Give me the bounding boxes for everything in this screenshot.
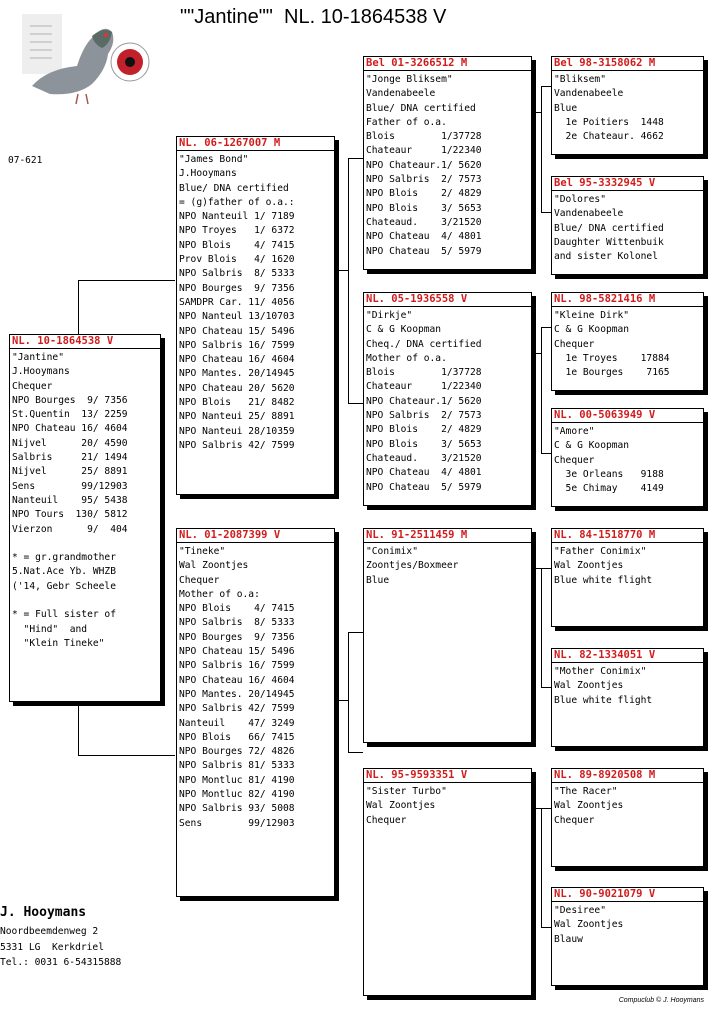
detail-line: NPO Chateau 20/ 5620 — [179, 382, 295, 394]
detail-line: Blauw — [554, 933, 583, 945]
detail-line: Nanteuil 47/ 3249 — [179, 717, 295, 729]
detail-line: NPO Salbris 16/ 7599 — [179, 339, 295, 351]
detail-line: Wal Zoontjes — [554, 919, 624, 931]
connector-line — [348, 158, 349, 270]
detail-line: Daughter Wittenbuik — [554, 236, 664, 248]
detail-line: 1e Troyes 17884 — [554, 352, 670, 364]
detail-line: NPO Chateau 4/ 4801 — [366, 231, 482, 243]
detail-line: "The Racer" — [554, 786, 618, 797]
detail-line: NPO Salbris 16/ 7599 — [179, 660, 295, 672]
pedigree-box-sire-sire — [363, 56, 532, 270]
detail-line — [12, 537, 160, 551]
connector-line — [348, 403, 363, 404]
detail-line: NPO Blois 3/ 5653 — [366, 438, 482, 450]
detail-line: Vandenabeele — [366, 88, 436, 100]
detail-line: NPO Chateau 15/ 5496 — [179, 325, 295, 337]
connector-line — [348, 752, 363, 753]
pedigree-details — [10, 349, 160, 651]
ring-number: Bel 01-3266512 M — [364, 57, 531, 71]
detail-line: Mother of o.a. — [366, 352, 447, 364]
connector-line — [541, 568, 542, 688]
detail-line: Chequer — [554, 454, 595, 466]
detail-line: NPO Salbris 42/ 7599 — [179, 703, 295, 715]
detail-line: NPO Mantes. 20/14945 — [179, 688, 295, 700]
pedigree-details — [552, 663, 703, 708]
detail-line: Chequer — [179, 574, 220, 586]
ring-number: NL. 82-1334051 V — [552, 649, 703, 663]
connector-line — [335, 700, 349, 701]
connector-line — [541, 212, 551, 213]
detail-line: Vandenabeele — [554, 88, 624, 100]
detail-line: "Father Conimix" — [554, 546, 647, 557]
detail-line: NPO Nanteuil 1/ 7189 — [179, 211, 295, 223]
detail-line: Chequer — [554, 338, 595, 350]
detail-line: "Tineke" — [179, 546, 226, 557]
detail-line: NPO Salbris 42/ 7599 — [179, 439, 295, 451]
pedigree-details — [552, 783, 703, 828]
pedigree-details — [552, 902, 703, 947]
detail-line: "Hind" and — [12, 623, 88, 635]
detail-line: Blue/ DNA certified — [366, 102, 476, 114]
detail-line: Blois 1/37728 — [366, 367, 482, 379]
detail-line: "Desiree" — [554, 905, 606, 916]
detail-line: Chequer — [554, 814, 595, 826]
connector-line — [541, 86, 542, 213]
pedigree-box-sss — [551, 56, 704, 155]
detail-line: NPO Chateaur.1/ 5620 — [366, 395, 482, 407]
detail-line: "Bliksem" — [554, 74, 606, 85]
pigeon-code: 07-621 — [8, 155, 43, 166]
connector-line — [348, 632, 363, 633]
owner-city: 5331 LG Kerkdriel — [0, 941, 104, 953]
detail-line: "Jonge Bliksem" — [366, 74, 453, 85]
detail-line: NPO Chateau 15/ 5496 — [179, 646, 295, 658]
detail-line: 2e Chateaur. 4662 — [554, 131, 664, 143]
pedigree-details — [552, 543, 703, 588]
detail-line: 1e Bourges 7165 — [554, 367, 670, 379]
ring-number: NL. 01-2087399 V — [177, 529, 334, 543]
pedigree-box-dss — [551, 528, 704, 627]
detail-line: NPO Salbris 93/ 5008 — [179, 803, 295, 815]
connector-line — [541, 568, 551, 569]
detail-line: NPO Blois 21/ 8482 — [179, 397, 295, 409]
detail-line: Blue white flight — [554, 694, 653, 706]
connector-line — [348, 270, 349, 404]
detail-line: NPO Tours 130/ 5812 — [12, 509, 128, 521]
pedigree-details — [552, 191, 703, 264]
detail-line: ('14, Gebr Scheele — [12, 580, 116, 592]
detail-line: Mother of o.a: — [179, 588, 260, 600]
owner-address: Noordbeemdenweg 2 — [0, 926, 99, 937]
detail-line: NPO Salbris 2/ 7573 — [366, 410, 482, 422]
pedigree-details — [364, 783, 531, 828]
detail-line: NPO Chateau 16/ 4604 — [12, 423, 128, 435]
pedigree-box-sire-dam — [363, 292, 532, 506]
detail-line: * = gr.grandmother — [12, 552, 116, 564]
detail-line: Nanteuil 95/ 5438 — [12, 494, 128, 506]
ring-number: Bel 98-3158062 M — [552, 57, 703, 71]
pedigree-details — [364, 543, 531, 588]
detail-line: Chateaur 1/22340 — [366, 381, 482, 393]
detail-line: NPO Chateau 16/ 4604 — [179, 354, 295, 366]
detail-line: Chateaud. 3/21520 — [366, 216, 482, 228]
detail-line: NPO Nanteui 28/10359 — [179, 425, 295, 437]
pedigree-details — [177, 151, 334, 453]
detail-line: "Conimix" — [366, 546, 418, 557]
detail-line: Prov Blois 4/ 1620 — [179, 254, 295, 266]
detail-line: 5.Nat.Ace Yb. WHZB — [12, 566, 116, 578]
detail-line: "Dolores" — [554, 194, 606, 205]
ring-number: NL. 90-9021079 V — [552, 888, 703, 902]
detail-line: NPO Montluc 82/ 4190 — [179, 789, 295, 801]
detail-line: NPO Salbris 81/ 5333 — [179, 760, 295, 772]
detail-line: C & G Koopman — [554, 440, 630, 452]
detail-line: Vandenabeele — [554, 208, 624, 220]
detail-line: 1e Poitiers 1448 — [554, 116, 664, 128]
detail-line: Wal Zoontjes — [554, 680, 624, 692]
detail-line: Cheq./ DNA certified — [366, 338, 482, 350]
detail-line: "James Bond" — [179, 154, 249, 165]
connector-line — [541, 327, 542, 454]
detail-line: C & G Koopman — [366, 324, 442, 336]
ring-number: NL. 05-1936558 V — [364, 293, 531, 307]
connector-line — [78, 755, 175, 756]
detail-line: "Sister Turbo" — [366, 786, 447, 797]
detail-line: Blue — [366, 574, 390, 586]
detail-line: NPO Troyes 1/ 6372 — [179, 225, 295, 237]
detail-line: NPO Bourges 9/ 7356 — [12, 394, 128, 406]
connector-line — [541, 453, 551, 454]
detail-line: NPO Bourges 72/ 4826 — [179, 746, 295, 758]
detail-line: "Klein Tineke" — [12, 637, 105, 649]
detail-line: J.Hooymans — [179, 168, 237, 180]
detail-line: Wal Zoontjes — [554, 800, 624, 812]
connector-line — [78, 280, 79, 336]
pedigree-box-ddd — [551, 887, 704, 986]
detail-line: Nijvel 25/ 8891 — [12, 466, 128, 478]
detail-line: NPO Blois 2/ 4829 — [366, 424, 482, 436]
detail-line: NPO Salbris 8/ 5333 — [179, 617, 295, 629]
connector-line — [541, 86, 551, 87]
owner-contact — [0, 924, 121, 971]
pigeon-photo — [22, 14, 172, 109]
detail-line: "Mother Conimix" — [554, 666, 647, 677]
detail-line: NPO Blois 3/ 5653 — [366, 202, 482, 214]
ring-number: NL. 00-5063949 V — [552, 409, 703, 423]
connector-line — [348, 632, 349, 752]
pedigree-box-dam-sire — [363, 528, 532, 743]
detail-line: Chequer — [366, 814, 407, 826]
detail-line: = (g)father of o.a.: — [179, 196, 295, 208]
detail-line: J.Hooymans — [12, 366, 70, 378]
detail-line: NPO Blois 66/ 7415 — [179, 731, 295, 743]
detail-line: Blue — [554, 102, 578, 114]
page-title: ""Jantine"" NL. 10-1864538 V — [180, 6, 447, 28]
connector-line — [541, 808, 542, 928]
detail-line: NPO Salbris 8/ 5333 — [179, 268, 295, 280]
detail-line: Wal Zoontjes — [554, 560, 624, 572]
detail-line: NPO Chateau 4/ 4801 — [366, 467, 482, 479]
ring-number: Bel 95-3332945 V — [552, 177, 703, 191]
detail-line: NPO Nanteul 13/10703 — [179, 311, 295, 323]
detail-line: "Dirkje" — [366, 310, 413, 321]
detail-line: NPO Bourges 9/ 7356 — [179, 631, 295, 643]
copyright-credit: Compuclub © J. Hooymans — [618, 997, 704, 1004]
pedigree-details — [177, 543, 334, 831]
detail-line: Chateaur 1/22340 — [366, 145, 482, 157]
detail-line: NPO Chateau 16/ 4604 — [179, 674, 295, 686]
detail-line: NPO Mantes. 20/14945 — [179, 368, 295, 380]
eye-photo-icon — [110, 40, 150, 84]
ring-number: NL. 06-1267007 M — [177, 137, 334, 151]
ring-number: NL. 10-1864538 V — [10, 335, 160, 349]
detail-line: Wal Zoontjes — [179, 560, 249, 572]
pedigree-details — [552, 307, 703, 380]
pedigree-box-dds — [551, 768, 704, 867]
ring-number: NL. 84-1518770 M — [552, 529, 703, 543]
ring-number: NL. 98-5821416 M — [552, 293, 703, 307]
ring-number: NL. 91-2511459 M — [364, 529, 531, 543]
detail-line: Blois 1/37728 — [366, 131, 482, 143]
detail-line: and sister Kolonel — [554, 251, 658, 263]
pedigree-box-dsd — [551, 648, 704, 747]
detail-line: 3e Orleans 9188 — [554, 468, 664, 480]
detail-line: "Amore" — [554, 426, 595, 437]
pedigree-box-sds — [551, 292, 704, 391]
detail-line: NPO Blois 4/ 7415 — [179, 239, 295, 251]
pedigree-box-sire — [176, 136, 335, 495]
detail-line: NPO Salbris 2/ 7573 — [366, 174, 482, 186]
connector-line — [348, 158, 363, 159]
owner-name: J. Hooymans — [0, 905, 87, 920]
connector-line — [78, 701, 79, 756]
detail-line: Blue/ DNA certified — [554, 222, 664, 234]
pedigree-box-sdd — [551, 408, 704, 507]
connector-line — [541, 327, 551, 328]
detail-line: Blue/ DNA certified — [179, 182, 289, 194]
detail-line: "Kleine Dirk" — [554, 310, 630, 321]
detail-line: NPO Montluc 81/ 4190 — [179, 774, 295, 786]
detail-line — [12, 594, 160, 608]
ring-number: NL. 95-9593351 V — [364, 769, 531, 783]
detail-line: NPO Nanteui 25/ 8891 — [179, 411, 295, 423]
detail-line: Salbris 21/ 1494 — [12, 452, 128, 464]
detail-line: NPO Blois 2/ 4829 — [366, 188, 482, 200]
pedigree-details — [552, 423, 703, 496]
detail-line: Chequer — [12, 380, 53, 392]
detail-line: NPO Blois 4/ 7415 — [179, 603, 295, 615]
connector-line — [78, 280, 175, 281]
detail-line: NPO Chateaur.1/ 5620 — [366, 159, 482, 171]
pedigree-box-dam — [176, 528, 335, 897]
connector-line — [541, 687, 551, 688]
detail-line: Blue white flight — [554, 574, 653, 586]
owner-phone: Tel.: 0031 6-54315888 — [0, 957, 122, 968]
pedigree-box-subject — [9, 334, 161, 702]
detail-line: 5e Chimay 4149 — [554, 483, 664, 495]
pedigree-details — [364, 71, 531, 259]
detail-line: Father of o.a. — [366, 116, 447, 128]
detail-line: NPO Chateau 5/ 5979 — [366, 481, 482, 493]
pedigree-box-ssd — [551, 176, 704, 275]
detail-line: Zoontjes/Boxmeer — [366, 560, 459, 572]
detail-line: * = Full sister of — [12, 609, 116, 621]
detail-line: Wal Zoontjes — [366, 800, 436, 812]
detail-line: NPO Bourges 9/ 7356 — [179, 282, 295, 294]
detail-line: Vierzon 9/ 404 — [12, 523, 128, 535]
detail-line: Nijvel 20/ 4590 — [12, 437, 128, 449]
detail-line: "Jantine" — [12, 352, 64, 363]
detail-line: Chateaud. 3/21520 — [366, 452, 482, 464]
connector-line — [541, 927, 551, 928]
pedigree-details — [364, 307, 531, 495]
detail-line: St.Quentin 13/ 2259 — [12, 409, 128, 421]
ring-number: NL. 89-8920508 M — [552, 769, 703, 783]
detail-line: C & G Koopman — [554, 324, 630, 336]
connector-line — [541, 808, 551, 809]
detail-line: Sens 99/12903 — [179, 817, 295, 829]
connector-line — [335, 270, 349, 271]
detail-line: NPO Chateau 5/ 5979 — [366, 245, 482, 257]
pedigree-details — [552, 71, 703, 144]
detail-line: SAMDPR Car. 11/ 4056 — [179, 296, 295, 308]
pedigree-box-dam-dam — [363, 768, 532, 996]
detail-line: Sens 99/12903 — [12, 480, 128, 492]
